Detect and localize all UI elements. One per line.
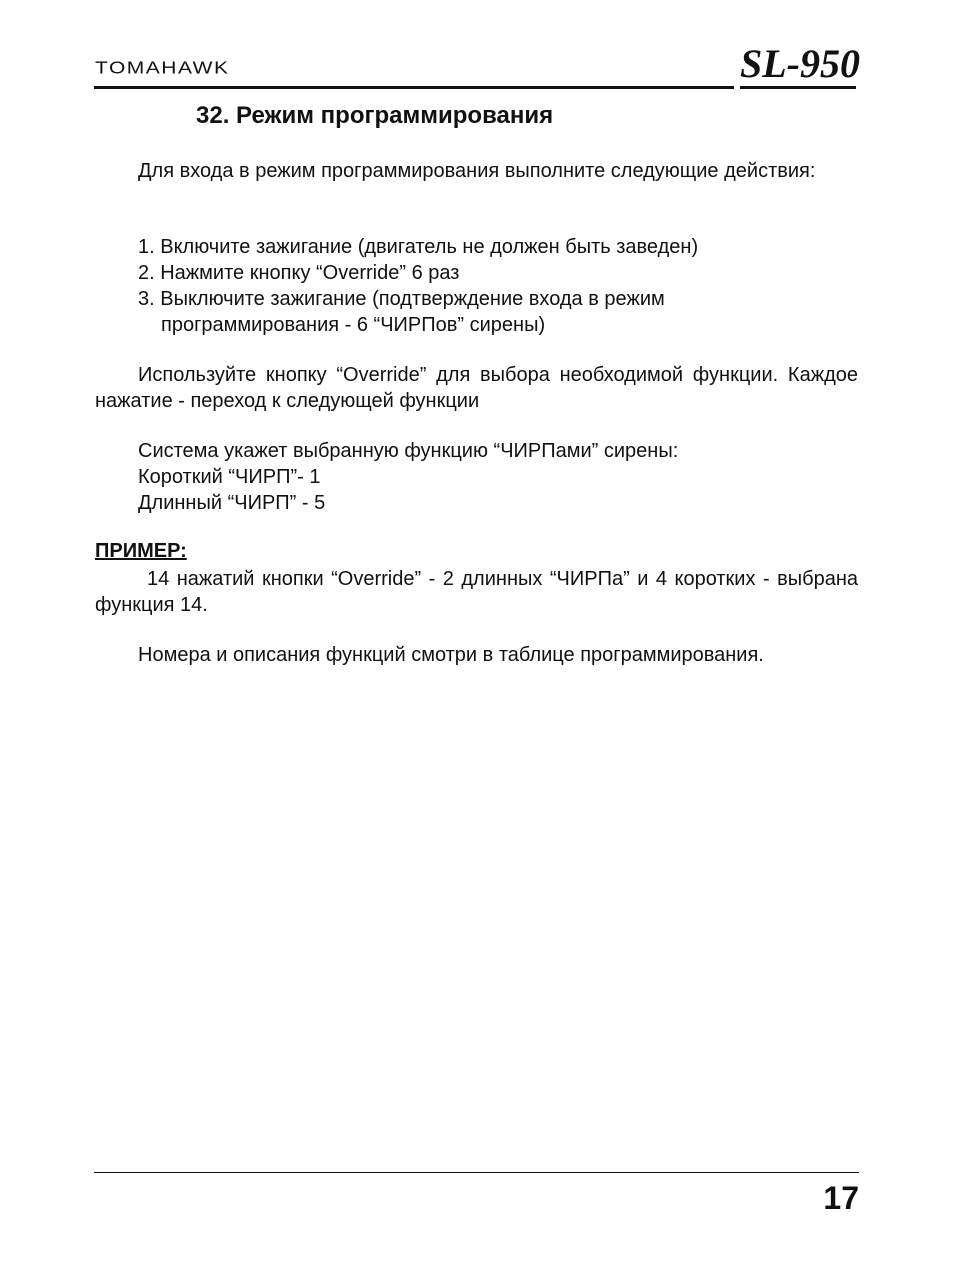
page-number: 17: [823, 1180, 859, 1216]
system-line-3: Длинный “ЧИРП” - 5: [138, 492, 326, 514]
steps-list: [138, 234, 858, 338]
example-label: ПРИМЕР:: [95, 540, 187, 562]
system-line-1: Система укажет выбранную функцию “ЧИРПами” сирены:: [138, 440, 679, 462]
usage-paragraph: Используйте кнопку “Override” для выбора необходимой функции. Каждое нажатие - переход к следующей функции: [95, 364, 858, 412]
section-title: 32. Режим программирования: [196, 102, 554, 129]
example-text: 14 нажатий кнопки “Override” - 2 длинных “ЧИРПа” и 4 коротких - выбрана функция 14.: [95, 568, 858, 616]
step-2: 2. Нажмите кнопку “Override” 6 раз: [138, 262, 460, 284]
system-block: [138, 438, 858, 516]
header-model-underline: [740, 86, 856, 89]
step-1: 1. Включите зажигание (двигатель не должен быть заведен): [138, 236, 699, 258]
header-model-logo: SL-950: [740, 41, 860, 86]
step-3: 3. Выключите зажигание (подтверждение входа в режим: [138, 288, 665, 310]
header-brand: TOMAHAWK: [95, 58, 230, 78]
note-paragraph: Номера и описания функций смотри в таблице программирования.: [138, 644, 764, 666]
footer-rule: [94, 1172, 859, 1173]
header-rule: [94, 86, 734, 89]
intro-paragraph: Для входа в режим программирования выполните следующие действия:: [138, 160, 816, 182]
step-3-continued: программирования - 6 “ЧИРПов” сирены): [161, 314, 546, 336]
system-line-2: Короткий “ЧИРП”- 1: [138, 466, 321, 488]
